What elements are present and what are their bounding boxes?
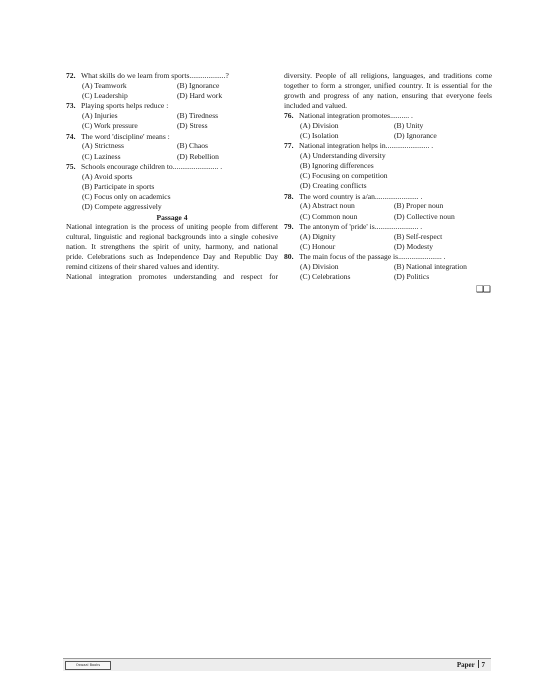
options-row xyxy=(284,201,492,211)
question-number: 80. xyxy=(284,252,294,262)
passage-line: diversity. People of all religions, languages, and traditions come xyxy=(284,71,492,80)
question-text: The word 'discipline' means : xyxy=(81,131,170,141)
right-column xyxy=(284,71,492,282)
option-c: (C) Focusing on competition xyxy=(300,171,388,181)
option-c: (C) Common noun xyxy=(300,211,358,221)
option-b: (B) Ignorance xyxy=(177,80,220,90)
options-row xyxy=(66,121,278,131)
option-a: (A) Division xyxy=(300,120,339,130)
option-d: (D) Rebellion xyxy=(177,151,219,161)
question-number: 78. xyxy=(284,191,294,201)
option-b: (B) Chaos xyxy=(177,141,209,151)
paper-label: Paper xyxy=(456,661,475,669)
options-row xyxy=(284,262,492,272)
option-d: (D) Compete aggressively xyxy=(82,202,162,212)
page-separator xyxy=(478,660,479,668)
passage-line: growth and progress of any nation, ensuring that everyone feels xyxy=(284,90,492,100)
option-a: (A) Understanding diversity xyxy=(300,150,386,160)
options-row xyxy=(66,111,278,121)
question-text: National integration helps in....................... . xyxy=(299,140,434,150)
options-row xyxy=(66,91,278,101)
question-text: The antonym of 'pride' is....................... . xyxy=(299,221,423,231)
passage-line: National integration promotes understanding and respect for xyxy=(66,271,278,281)
option-a: (A) Teamwork xyxy=(82,80,127,90)
question-text: National integration promotes.......... . xyxy=(299,110,413,120)
passage-line: included and valued. xyxy=(284,100,348,110)
options-row xyxy=(284,131,492,141)
left-column xyxy=(66,71,278,282)
option-c: (C) Work pressure xyxy=(82,121,138,131)
page-footer xyxy=(63,658,491,671)
question-number: 75. xyxy=(66,161,76,171)
question-75 xyxy=(66,162,278,172)
option-a: (A) Injuries xyxy=(82,111,118,121)
end-of-section-icon: ❑❑ xyxy=(475,285,490,295)
options-row xyxy=(284,272,492,282)
options-row xyxy=(284,242,492,252)
page-label xyxy=(457,660,485,669)
question-text: Playing sports helps reduce : xyxy=(81,101,169,111)
option-b: (B) Tiredness xyxy=(177,111,219,121)
option-d: (D) Hard work xyxy=(177,91,223,101)
question-78 xyxy=(284,192,492,202)
question-76 xyxy=(284,111,492,121)
option-d: (D) Modesty xyxy=(394,241,434,251)
question-text: The main focus of the passage is....................... . xyxy=(299,252,446,262)
option-a: (A) Dignity xyxy=(300,231,336,241)
option-c: (C) Leadership xyxy=(82,91,128,101)
options-row xyxy=(284,121,492,131)
option-c: (C) Honour xyxy=(300,241,336,251)
options-row xyxy=(284,232,492,242)
options-row xyxy=(66,81,278,91)
passage-line: pride. Celebrations such as Independence Day and Republic Day xyxy=(66,252,278,262)
option-a: (A) Division xyxy=(300,262,339,272)
question-text: Schools encourage children to........................ . xyxy=(81,161,223,171)
question-72 xyxy=(66,71,278,81)
question-number: 77. xyxy=(284,140,294,150)
passage-line: National integration is the process of uniting people from different xyxy=(66,222,278,232)
question-number: 76. xyxy=(284,110,294,120)
options-row xyxy=(66,152,278,162)
option-d: (D) Politics xyxy=(394,272,430,282)
passage-title: Passage 4 xyxy=(156,212,188,222)
question-79 xyxy=(284,222,492,232)
option-a: (A) Strictness xyxy=(82,141,124,151)
option-a: (A) Abstract noun xyxy=(300,201,355,211)
options-row xyxy=(284,212,492,222)
question-number: 72. xyxy=(66,71,76,80)
option-d: (D) Stress xyxy=(177,121,208,131)
passage-line: cultural, linguistic and regional backgrounds into a single cohesive xyxy=(66,232,278,242)
publisher-logo: Oswaal Books xyxy=(65,661,111,670)
options-row xyxy=(66,141,278,151)
option-c: (C) Isolation xyxy=(300,130,339,140)
passage-line: together to form a stronger, unified country. It is essential for the xyxy=(284,80,492,90)
option-b: (B) Participate in sports xyxy=(82,181,155,191)
option-b: (B) National integration xyxy=(394,262,467,272)
question-73 xyxy=(66,101,278,111)
option-c: (C) Focus only on academics xyxy=(82,192,171,202)
option-c: (C) Laziness xyxy=(82,151,121,161)
question-74 xyxy=(66,132,278,142)
question-number: 79. xyxy=(284,221,294,231)
question-80 xyxy=(284,252,492,262)
option-d: (D) Creating conflicts xyxy=(300,181,367,191)
option-b: (B) Proper noun xyxy=(394,201,444,211)
option-d: (D) Ignorance xyxy=(394,130,437,140)
option-c: (C) Celebrations xyxy=(300,272,351,282)
option-d: (D) Collective noun xyxy=(394,211,455,221)
question-text: What skills do we learn from sports...................? xyxy=(81,71,229,80)
passage-line: nation. It strengthens the spirit of unity, harmony, and national xyxy=(66,242,278,252)
option-a: (A) Avoid sports xyxy=(82,171,133,181)
option-b: (B) Unity xyxy=(394,120,424,130)
passage-line: remind citizens of their shared values and identity. xyxy=(66,262,220,272)
option-b: (B) Self-respect xyxy=(394,231,443,241)
question-number: 74. xyxy=(66,131,76,141)
question-text: The word country is a/an....................... . xyxy=(299,191,423,201)
page-number: 7 xyxy=(481,661,485,669)
question-number: 73. xyxy=(66,101,76,111)
passage-text xyxy=(66,222,278,281)
option-b: (B) Ignoring differences xyxy=(300,161,374,170)
question-77 xyxy=(284,141,492,151)
